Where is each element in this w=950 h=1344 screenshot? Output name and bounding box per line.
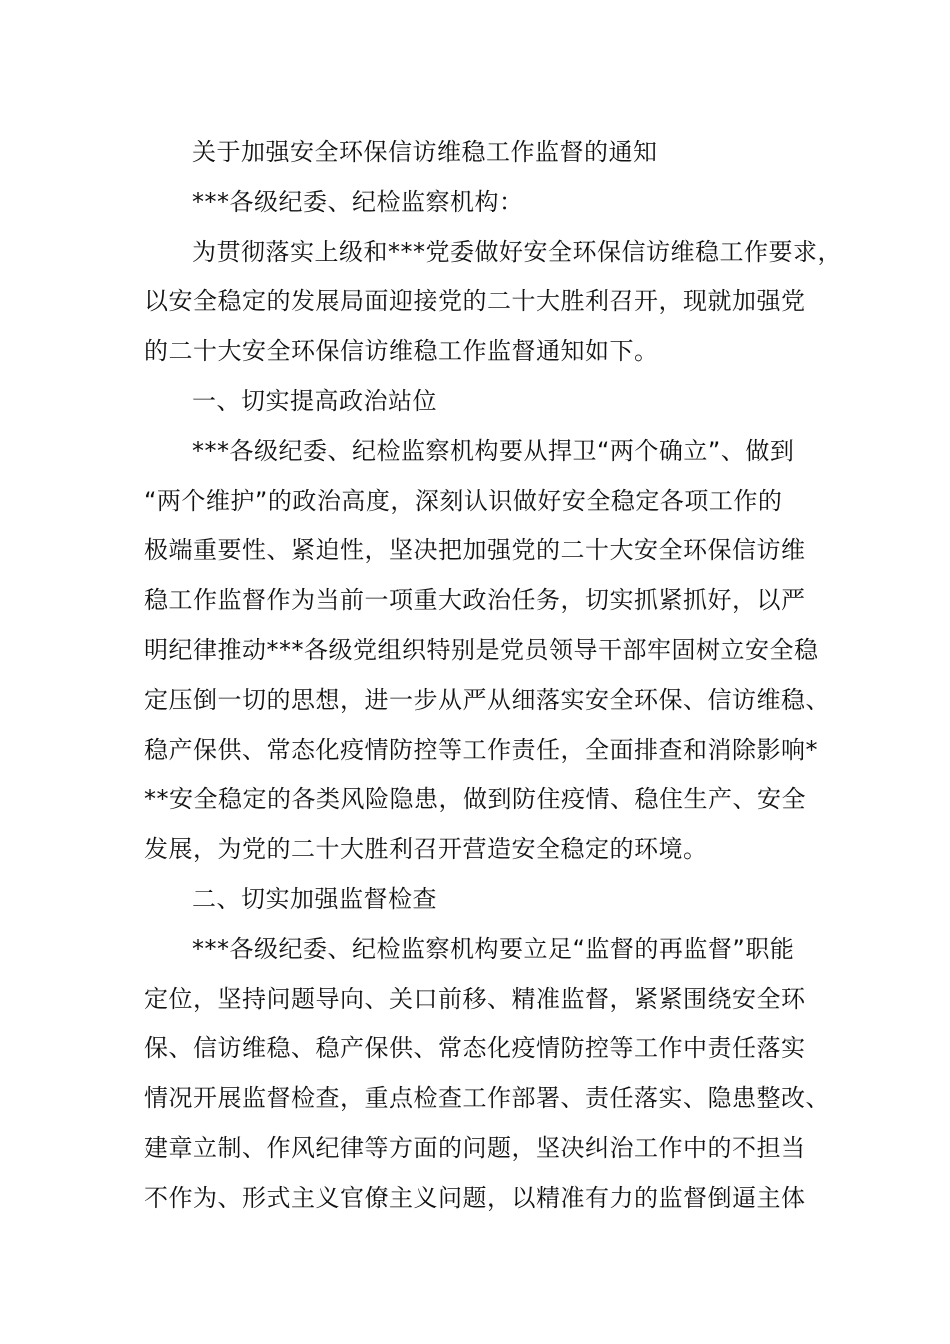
section-heading-2 xyxy=(144,875,834,925)
paragraph-intro xyxy=(144,228,842,377)
text-line: 稳产保供、常态化疫情防控等工作责任，全面排查和消除影响* xyxy=(144,735,818,764)
heading-line: 一、切实提高政治站位 xyxy=(192,386,437,415)
text-line: 定位，坚持问题导向、关口前移、精准监督，紧紧围绕安全环 xyxy=(144,984,806,1013)
section-heading-1 xyxy=(144,377,834,427)
text-line: 明纪律推动***各级党组织特别是党员领导干部牢固树立安全稳 xyxy=(144,635,819,664)
text-line: ***各级纪委、纪检监察机构要从捍卫“两个确立”、做到 xyxy=(192,436,795,465)
text-line: 稳工作监督作为当前一项重大政治任务，切实抓紧抓好，以严 xyxy=(144,586,806,615)
document-body xyxy=(144,128,842,1224)
text-line: 为贯彻落实上级和***党委做好安全环保信访维稳工作要求， xyxy=(192,237,842,266)
paragraph-section-1 xyxy=(144,427,834,875)
text-line: “两个维护”的政治高度，深刻认识做好安全稳定各项工作的 xyxy=(144,486,783,515)
text-line: **安全稳定的各类风险隐患，做到防住疫情、稳住生产、安全 xyxy=(144,785,806,814)
text-line: 定压倒一切的思想，进一步从严从细落实安全环保、信访维稳、 xyxy=(144,685,830,714)
document-title: 关于加强安全环保信访维稳工作监督的通知 xyxy=(192,138,658,166)
text-line: 保、信访维稳、稳产保供、常态化疫情防控等工作中责任落实 xyxy=(144,1034,806,1063)
text-line: 的二十大安全环保信访维稳工作监督通知如下。 xyxy=(144,337,659,366)
text-line: 发展，为党的二十大胜利召开营造安全稳定的环境。 xyxy=(144,835,708,864)
text-line: 以安全稳定的发展局面迎接党的二十大胜利召开，现就加强党 xyxy=(144,287,806,316)
paragraph-section-2 xyxy=(144,925,834,1224)
heading-line: 二、切实加强监督检查 xyxy=(192,884,437,913)
text-line: ***各级纪委、纪检监察机构要立足“监督的再监督”职能 xyxy=(192,934,795,963)
text-line: 不作为、形式主义官僚主义问题，以精准有力的监督倒逼主体 xyxy=(144,1183,806,1212)
text-line: 建章立制、作风纪律等方面的问题，坚决纠治工作中的不担当 xyxy=(144,1133,806,1162)
salutation: ***各级纪委、纪检监察机构： xyxy=(192,187,524,216)
text-line: 极端重要性、紧迫性，坚决把加强党的二十大安全环保信访维 xyxy=(144,536,806,565)
text-line: 情况开展监督检查，重点检查工作部署、责任落实、隐患整改、 xyxy=(144,1084,830,1113)
